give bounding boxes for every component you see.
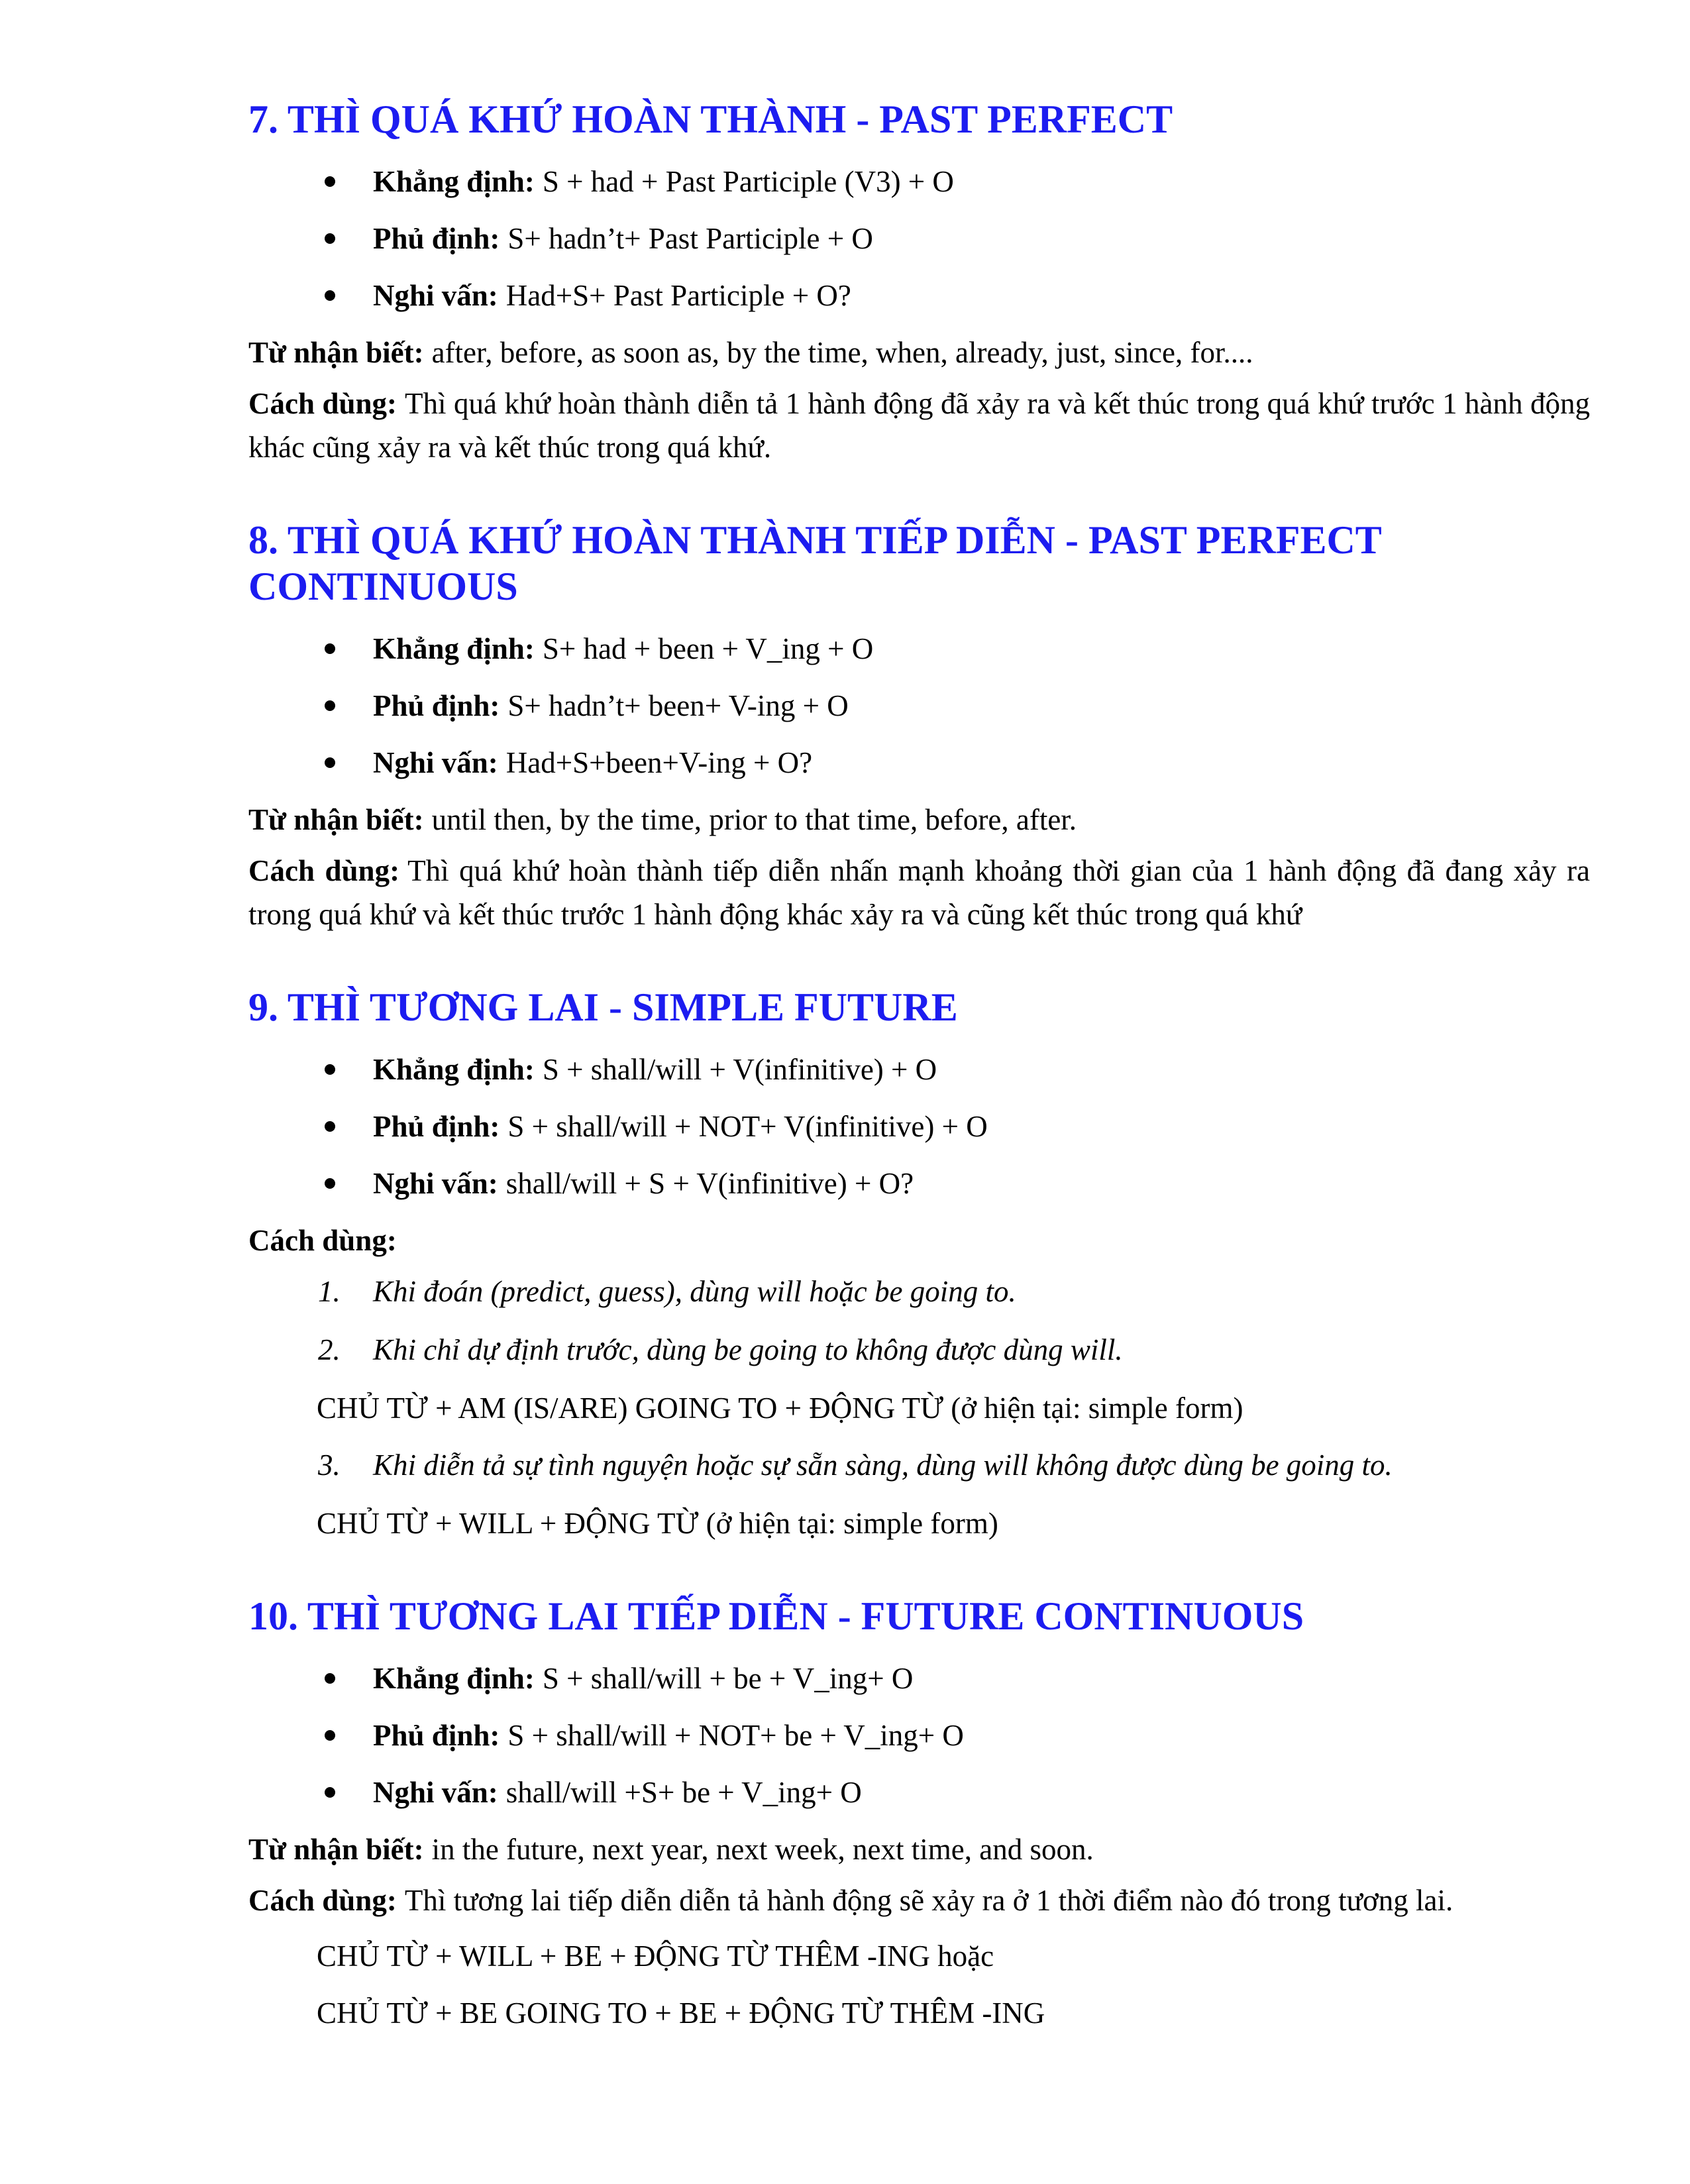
formula-list (248, 627, 1590, 785)
bullet-icon (325, 290, 335, 301)
usage-note (248, 1879, 1590, 1922)
bullet-label: Khẳng định: (373, 1053, 535, 1086)
bullet-icon (325, 1064, 335, 1075)
bullet-formula: S + had + Past Participle (V3) + O (542, 165, 954, 198)
bullet-affirmative (248, 627, 1590, 671)
bullet-icon (325, 643, 335, 654)
bullet-interrogative (248, 274, 1590, 317)
formula-list (248, 1048, 1590, 1205)
bullet-icon (325, 176, 335, 187)
bullet-formula: Had+S+ Past Participle + O? (505, 279, 851, 312)
bullet-label: Khẳng định: (373, 1662, 535, 1695)
bullet-interrogative (248, 741, 1590, 785)
bullet-interrogative (248, 1162, 1590, 1205)
bullet-icon (325, 757, 335, 768)
rule-text: Khi diễn tả sự tình nguyện hoặc sự sẵn sàng, dùng will không được dùng be going to. (373, 1448, 1393, 1482)
usage-label: Cách dùng: (248, 1884, 397, 1917)
usage-text: Thì tương lai tiếp diễn diễn tả hành động sẽ xảy ra ở 1 thời điểm nào đó trong tương lai. (404, 1884, 1453, 1917)
bullet-icon (325, 1121, 335, 1132)
bullet-label: Phủ định: (373, 689, 500, 722)
recognition-label: Từ nhận biết: (248, 803, 424, 836)
bullet-label: Nghi vấn: (373, 1167, 498, 1200)
bullet-label: Nghi vấn: (373, 1776, 498, 1809)
usage-heading (248, 1219, 1590, 1262)
bullet-affirmative (248, 160, 1590, 203)
formula-list (248, 160, 1590, 317)
formula-will: CHỦ TỪ + WILL + ĐỘNG TỪ (ở hiện tại: simple form) (317, 1507, 998, 1540)
usage-note (248, 382, 1590, 469)
heading-simple-future: 9. THÌ TƯƠNG LAI - SIMPLE FUTURE (248, 985, 958, 1029)
bullet-formula: S+ had + been + V_ing + O (542, 632, 874, 665)
bullet-icon (325, 1730, 335, 1741)
rule-number: 1. (318, 1275, 341, 1308)
bullet-interrogative (248, 1771, 1590, 1814)
heading-past-perfect: 7. THÌ QUÁ KHỨ HOÀN THÀNH - PAST PERFECT (248, 97, 1173, 141)
section-future-continuous (248, 1593, 1590, 2035)
recognition-words (248, 331, 1590, 374)
bullet-negative (248, 684, 1590, 728)
rule-text: Khi đoán (predict, guess), dùng will hoặc be going to. (373, 1275, 1016, 1308)
usage-text: Thì quá khứ hoàn thành tiếp diễn nhấn mạnh khoảng thời gian của 1 hành động đã đang xảy ra trong quá khứ và kết thúc trước 1 hành động khác xảy ra và cũng kết thúc trong quá khứ (248, 854, 1590, 931)
bullet-label: Khẳng định: (373, 165, 535, 198)
formula-list (248, 1657, 1590, 1814)
bullet-icon (325, 233, 335, 244)
bullet-formula: S + shall/will + be + V_ing+ O (542, 1662, 914, 1695)
usage-note (248, 849, 1590, 936)
bullet-formula: shall/will +S+ be + V_ing+ O (505, 1776, 862, 1809)
recognition-text: until then, by the time, prior to that time, before, after. (431, 803, 1077, 836)
heading-future-continuous: 10. THÌ TƯƠNG LAI TIẾP DIỄN - FUTURE CONTINUOUS (248, 1594, 1304, 1638)
bullet-formula: S + shall/will + NOT+ V(infinitive) + O (507, 1110, 988, 1143)
bullet-label: Nghi vấn: (373, 746, 498, 779)
bullet-negative (248, 1105, 1590, 1148)
rule-text: Khi chỉ dự định trước, dùng be going to không được dùng will. (373, 1333, 1123, 1366)
usage-label: Cách dùng: (248, 1224, 397, 1257)
bullet-formula: shall/will + S + V(infinitive) + O? (505, 1167, 914, 1200)
usage-text: Thì quá khứ hoàn thành diễn tả 1 hành động đã xảy ra và kết thúc trong quá khứ trước 1 hành động khác cũng xảy ra và kết thúc trong quá khứ. (248, 387, 1590, 464)
recognition-label: Từ nhận biết: (248, 336, 424, 369)
bullet-negative (248, 217, 1590, 260)
usage-label: Cách dùng: (248, 854, 400, 887)
usage-label: Cách dùng: (248, 387, 397, 420)
recognition-text: in the future, next year, next week, next time, and soon. (431, 1833, 1094, 1866)
bullet-formula: S + shall/will + NOT+ be + V_ing+ O (507, 1719, 964, 1752)
formula-will-be-ing: CHỦ TỪ + WILL + BE + ĐỘNG TỪ THÊM -ING hoặc (317, 1939, 994, 1973)
bullet-icon (325, 700, 335, 711)
bullet-label: Nghi vấn: (373, 279, 498, 312)
formula-be-going-to-be-ing: CHỦ TỪ + BE GOING TO + BE + ĐỘNG TỪ THÊM -ING (317, 1996, 1045, 2030)
recognition-words (248, 1828, 1590, 1871)
bullet-label: Khẳng định: (373, 632, 535, 665)
bullet-negative (248, 1714, 1590, 1757)
bullet-icon (325, 1673, 335, 1684)
bullet-formula: S+ hadn’t+ Past Participle + O (507, 222, 873, 255)
usage-rule-1 (248, 1270, 1590, 1313)
bullet-formula: S + shall/will + V(infinitive) + O (542, 1053, 937, 1086)
bullet-affirmative (248, 1657, 1590, 1700)
rule-number: 2. (318, 1333, 341, 1366)
bullet-formula: Had+S+been+V-ing + O? (505, 746, 813, 779)
bullet-icon (325, 1787, 335, 1798)
rule-number: 3. (318, 1448, 341, 1482)
usage-rule-2 (248, 1328, 1590, 1372)
section-past-perfect-continuous (248, 517, 1590, 936)
bullet-affirmative (248, 1048, 1590, 1091)
bullet-label: Phủ định: (373, 222, 500, 255)
section-simple-future (248, 984, 1590, 1545)
bullet-icon (325, 1178, 335, 1189)
section-past-perfect (248, 96, 1590, 469)
bullet-formula: S+ hadn’t+ been+ V-ing + O (507, 689, 849, 722)
recognition-label: Từ nhận biết: (248, 1833, 424, 1866)
recognition-words (248, 798, 1590, 842)
bullet-label: Phủ định: (373, 1719, 500, 1752)
heading-past-perfect-continuous: 8. THÌ QUÁ KHỨ HOÀN THÀNH TIẾP DIỄN - PAST PERFECT CONTINUOUS (248, 518, 1381, 608)
recognition-text: after, before, as soon as, by the time, when, already, just, since, for.... (431, 336, 1253, 369)
usage-rule-3 (248, 1443, 1590, 1487)
bullet-label: Phủ định: (373, 1110, 500, 1143)
formula-going-to: CHỦ TỪ + AM (IS/ARE) GOING TO + ĐỘNG TỪ (ở hiện tại: simple form) (317, 1392, 1243, 1425)
